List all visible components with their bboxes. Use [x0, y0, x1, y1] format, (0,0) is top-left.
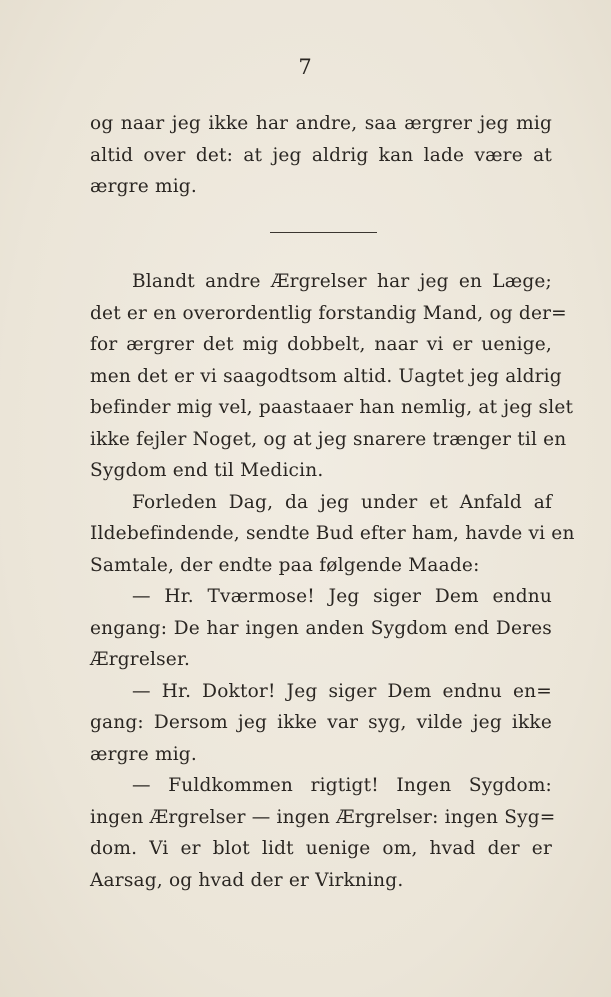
text-line: Ildebefindende, sendte Bud efter ham, havde vi en	[90, 523, 575, 544]
text-line: — Hr. Doktor! Jeg siger Dem endnu en=	[132, 680, 552, 702]
text-line: Aarsag, og hvad der er Virkning.	[90, 869, 404, 891]
text-line: befinder mig vel, paastaaer han nemlig, at jeg slet	[90, 397, 574, 418]
text-line: — Hr. Tværmose! Jeg siger Dem endnu	[132, 586, 552, 607]
text-line: det er en overordentlig forstandig Mand, og der=	[90, 302, 567, 324]
text-line: Blandt andre Ærgrelser har jeg en Læge;	[132, 271, 552, 292]
dialogue-paragraph	[90, 770, 556, 896]
text-line: gang: Dersom jeg ikke var syg, vilde jeg ikke	[90, 712, 552, 733]
dialogue-paragraph	[90, 581, 552, 676]
text-line: ærgre mig.	[90, 743, 197, 765]
paragraph-continuation	[90, 108, 552, 203]
dialogue-paragraph	[90, 676, 552, 771]
text-line: Forleden Dag, da jeg under et Anfald af	[132, 491, 552, 513]
text-line: for ærgrer det mig dobbelt, naar vi er uenige,	[90, 334, 552, 355]
text-line: dom. Vi er blot lidt uenige om, hvad der er	[90, 838, 552, 859]
text-line: Ærgrelser.	[90, 649, 191, 670]
text-line: ikke fejler Noget, og at jeg snarere trænger til en	[90, 428, 567, 450]
text-line: men det er vi saagodtsom altid. Uagtet jeg aldrig	[90, 365, 562, 387]
section-divider	[270, 232, 377, 233]
main-text	[90, 266, 575, 896]
page-number: 7	[298, 55, 313, 79]
text-line: ingen Ærgrelser — ingen Ærgrelser: ingen Syg=	[90, 806, 556, 828]
text-line: — Fuldkommen rigtigt! Ingen Sygdom:	[132, 775, 552, 796]
text-line: ærgre mig.	[90, 176, 197, 197]
text-line: engang: De har ingen anden Sygdom end Deres	[90, 617, 552, 639]
paragraph	[90, 266, 574, 487]
text-line: og naar jeg ikke har andre, saa ærgrer jeg mig	[90, 113, 552, 134]
paragraph	[90, 487, 575, 582]
text-line: Samtale, der endte paa følgende Maade:	[90, 554, 480, 576]
text-line: Sygdom end til Medicin.	[90, 460, 324, 481]
text-line: altid over det: at jeg aldrig kan lade være at	[90, 144, 552, 166]
